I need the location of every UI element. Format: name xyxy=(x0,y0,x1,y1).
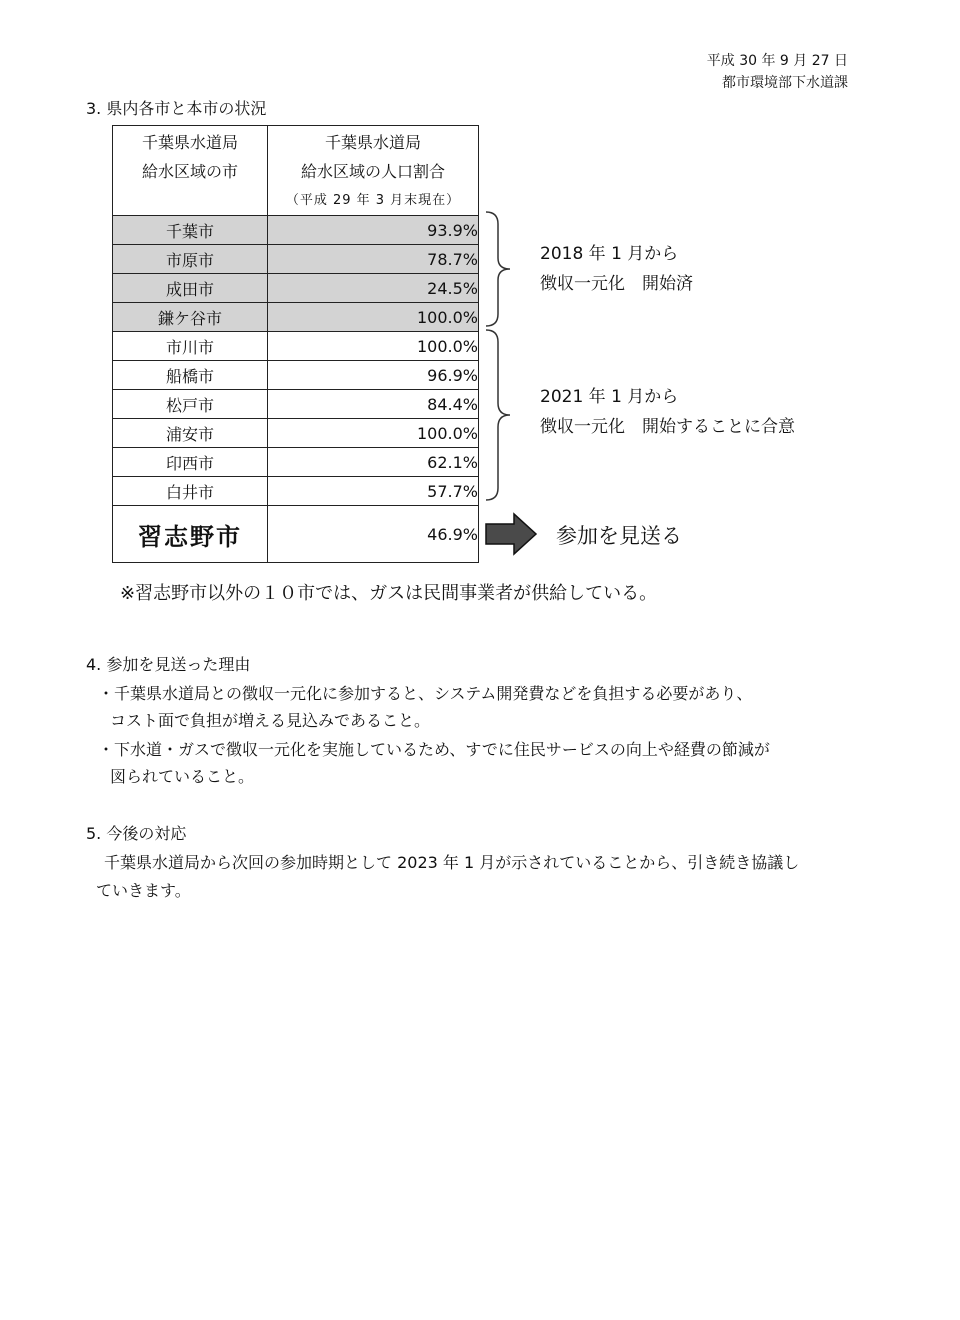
city-name: 印西市 xyxy=(113,448,268,477)
department-name: 都市環境部下水道課 xyxy=(722,75,848,91)
column-header-ratio-line2: 給水区域の人口割合 xyxy=(300,162,445,181)
column-header-ratio xyxy=(268,126,479,216)
section4-heading: 4. 参加を見送った理由 xyxy=(86,655,251,674)
population-ratio: 78.7% xyxy=(268,245,479,274)
section5-line1: 千葉県水道局から次回の参加時期として 2023 年 1 月が示されていることから、引き続き協議し xyxy=(104,853,800,872)
population-ratio: 93.9% xyxy=(268,216,479,245)
group1-line1: 2018 年 1 月から xyxy=(540,244,679,264)
group2-line2: 徴収一元化 開始することに合意 xyxy=(540,417,795,437)
table-row xyxy=(113,448,479,477)
reason1-line2: コスト面で負担が増える見込みであること。 xyxy=(110,711,431,730)
section5-line2: ていきます。 xyxy=(96,881,191,900)
population-ratio: 84.4% xyxy=(268,390,479,419)
document-date: 平成 30 年 9 月 27 日 xyxy=(706,53,848,69)
table-row xyxy=(113,419,479,448)
population-ratio: 100.0% xyxy=(268,303,479,332)
table-header-row xyxy=(113,126,479,216)
column-header-city-line2: 給水区域の市 xyxy=(141,162,238,181)
group1-label xyxy=(540,239,693,299)
section5-heading: 5. 今後の対応 xyxy=(86,824,187,843)
city-name: 千葉市 xyxy=(113,216,268,245)
group2-line1: 2021 年 1 月から xyxy=(540,387,679,407)
table-row xyxy=(113,274,479,303)
group1-bracket xyxy=(484,210,514,328)
city-name: 松戸市 xyxy=(113,390,268,419)
group2-bracket xyxy=(484,328,514,502)
population-ratio-narashino: 46.9% xyxy=(268,506,479,563)
section3-heading: 3. 県内各市と本市の状況 xyxy=(86,99,267,118)
footnote: ※習志野市以外の１０市では、ガスは民間事業者が供給している。 xyxy=(120,583,658,604)
table-row xyxy=(113,332,479,361)
city-name: 成田市 xyxy=(113,274,268,303)
city-name: 市川市 xyxy=(113,332,268,361)
population-ratio: 100.0% xyxy=(268,419,479,448)
population-ratio: 62.1% xyxy=(268,448,479,477)
table-row-narashino xyxy=(113,506,479,563)
city-name: 市原市 xyxy=(113,245,268,274)
column-header-ratio-note: （平成 29 年 3 月末現在） xyxy=(285,193,461,208)
arrow-label: 参加を見送る xyxy=(556,524,682,548)
reason2-line1: ・下水道・ガスで徴収一元化を実施しているため、すでに住民サービスの向上や経費の節減が xyxy=(98,740,770,759)
city-name: 白井市 xyxy=(113,477,268,506)
table-row xyxy=(113,390,479,419)
population-ratio: 57.7% xyxy=(268,477,479,506)
reason1-line1: ・千葉県水道局との徴収一元化に参加すると、システム開発費などを負担する必要があり、 xyxy=(98,684,753,703)
table-row xyxy=(113,216,479,245)
column-header-city xyxy=(113,126,268,216)
city-name: 浦安市 xyxy=(113,419,268,448)
city-name-narashino: 習志野市 xyxy=(113,506,268,563)
population-ratio: 100.0% xyxy=(268,332,479,361)
city-name: 船橋市 xyxy=(113,361,268,390)
city-name: 鎌ケ谷市 xyxy=(113,303,268,332)
population-ratio: 96.9% xyxy=(268,361,479,390)
table-row xyxy=(113,303,479,332)
group2-label xyxy=(540,382,795,442)
group1-line2: 徴収一元化 開始済 xyxy=(540,274,693,294)
column-header-ratio-line1: 千葉県水道局 xyxy=(324,133,421,152)
table-row xyxy=(113,361,479,390)
column-header-city-line1: 千葉県水道局 xyxy=(141,133,238,152)
table-row xyxy=(113,245,479,274)
cities-table xyxy=(112,125,479,563)
table-row xyxy=(113,477,479,506)
right-arrow-icon xyxy=(484,512,538,556)
population-ratio: 24.5% xyxy=(268,274,479,303)
reason2-line2: 図られていること。 xyxy=(110,767,255,786)
